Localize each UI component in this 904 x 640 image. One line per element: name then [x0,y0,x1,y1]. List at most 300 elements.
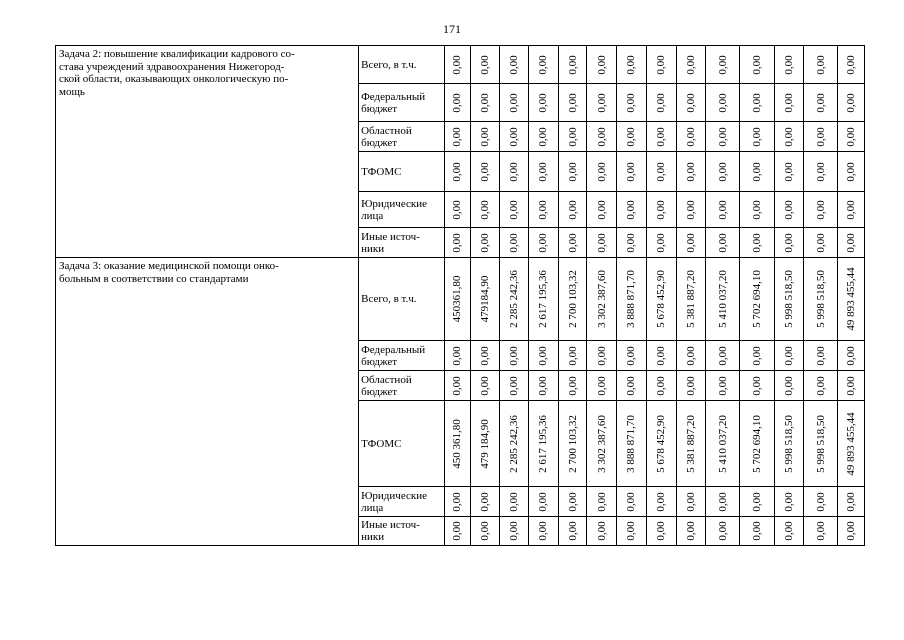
value-cell [529,258,559,341]
value-text: 0,00 [451,126,464,147]
value-cell [587,401,617,487]
value-text: 0,00 [451,54,464,75]
value-text: 0,00 [625,345,638,366]
value-text: 0,00 [537,161,550,182]
value-text: 5 998 518,50 [783,270,796,328]
value-text: 0,00 [566,232,579,253]
value-text: 0,00 [625,92,638,113]
value-text: 0,00 [845,161,858,182]
value-cell [445,258,471,341]
value-text: 0,00 [508,161,521,182]
value-cell [558,517,587,546]
value-cell [646,228,676,258]
value-text: 0,00 [625,491,638,512]
value-cell [774,228,804,258]
value-cell [617,192,647,228]
value-text: 0,00 [566,521,579,541]
value-text: 0,00 [451,232,464,253]
value-text: 0,00 [716,521,729,541]
value-text: 0,00 [684,521,697,541]
value-cell [774,46,804,84]
value-text: 0,00 [595,54,608,75]
value-cell [739,258,774,341]
value-text: 0,00 [684,199,697,220]
value-cell [706,46,740,84]
value-cell [558,122,587,152]
value-text: 0,00 [537,345,550,366]
value-text: 0,00 [655,161,668,182]
value-text: 0,00 [595,199,608,220]
value-cell [676,341,706,371]
value-cell [617,228,647,258]
value-cell [617,401,647,487]
value-cell [774,487,804,517]
value-cell [500,122,529,152]
value-cell [739,84,774,122]
value-text: 0,00 [845,232,858,253]
value-cell [774,517,804,546]
value-text: 0,00 [566,92,579,113]
value-cell [838,371,865,401]
value-cell [587,228,617,258]
value-text: 5 678 452,90 [655,270,668,328]
value-cell [558,84,587,122]
value-cell [587,46,617,84]
value-cell [676,152,706,192]
value-text: 0,00 [783,521,796,541]
value-cell [646,341,676,371]
value-cell [500,192,529,228]
value-cell [529,371,559,401]
value-cell [529,46,559,84]
value-text: 0,00 [716,375,729,396]
value-cell [676,192,706,228]
value-text: 2 617 195,36 [537,414,550,473]
value-text: 0,00 [479,232,492,253]
value-text: 0,00 [451,345,464,366]
value-text: 0,00 [783,126,796,147]
value-text: 0,00 [451,491,464,512]
value-text: 5 998 518,50 [783,414,796,473]
value-text: 0,00 [508,345,521,366]
value-text: 0,00 [566,345,579,366]
value-text: 0,00 [537,92,550,113]
value-text: 0,00 [537,126,550,147]
value-cell [445,122,471,152]
value-text: 5 998 518,50 [814,270,827,328]
value-text: 0,00 [783,54,796,75]
value-cell [706,152,740,192]
value-cell [804,258,838,341]
value-cell [587,122,617,152]
value-text: 0,00 [716,491,729,512]
value-text: 5 410 037,20 [716,414,729,473]
value-text: 2 700 103,32 [566,270,579,328]
value-text: 0,00 [814,54,827,75]
value-text: 0,00 [783,375,796,396]
value-text: 5 381 887,20 [684,414,697,473]
value-text: 3 888 871,70 [625,414,638,473]
value-cell [676,84,706,122]
value-text: 2 700 103,32 [566,414,579,473]
value-cell [445,341,471,371]
value-text: 0,00 [845,521,858,541]
table-row [56,258,865,341]
value-cell [617,517,647,546]
funding-source: ТФОМС [359,152,445,192]
value-cell [838,341,865,371]
task-title: Задача 2: повышение квалификации кадрового со- става учреждений здравоохранения Нижегород- ской области, оказывающих онкологическую по- мощь [56,46,359,258]
value-cell [558,487,587,517]
value-cell [617,258,647,341]
value-text: 0,00 [684,126,697,147]
value-cell [774,401,804,487]
value-cell [804,401,838,487]
value-cell [529,152,559,192]
value-cell [804,192,838,228]
value-cell [739,152,774,192]
value-text: 0,00 [655,232,668,253]
value-cell [676,122,706,152]
value-cell [774,258,804,341]
value-cell [838,401,865,487]
value-text: 0,00 [566,161,579,182]
value-text: 0,00 [845,54,858,75]
value-cell [838,228,865,258]
value-cell [558,152,587,192]
value-cell [804,487,838,517]
value-text: 0,00 [783,92,796,113]
value-text: 0,00 [479,54,492,75]
value-cell [706,517,740,546]
value-cell [774,371,804,401]
value-cell [646,517,676,546]
value-cell [558,371,587,401]
value-cell [804,46,838,84]
funding-source: Иные источ- ники [359,517,445,546]
value-cell [470,258,500,341]
value-text: 0,00 [814,199,827,220]
value-cell [646,487,676,517]
value-text: 0,00 [684,54,697,75]
value-cell [706,192,740,228]
value-text: 0,00 [750,232,763,253]
value-text: 0,00 [595,491,608,512]
value-text: 0,00 [537,521,550,541]
funding-source: Областной бюджет [359,371,445,401]
value-text: 2 285 242,36 [508,414,521,473]
value-text: 0,00 [625,161,638,182]
value-text: 0,00 [750,345,763,366]
value-cell [804,152,838,192]
value-text: 0,00 [479,521,492,541]
value-text: 2 285 242,36 [508,270,521,328]
value-cell [617,371,647,401]
value-cell [706,258,740,341]
value-cell [445,228,471,258]
value-cell [804,84,838,122]
value-cell [500,371,529,401]
value-cell [445,487,471,517]
funding-source: Всего, в т.ч. [359,46,445,84]
value-text: 0,00 [845,126,858,147]
value-cell [529,228,559,258]
value-text: 450 361,80 [451,418,464,469]
value-cell [529,487,559,517]
value-text: 0,00 [451,161,464,182]
value-text: 5 381 887,20 [684,270,697,328]
value-cell [676,487,706,517]
funding-source: Иные источ- ники [359,228,445,258]
value-cell [739,228,774,258]
value-cell [500,517,529,546]
value-text: 0,00 [595,126,608,147]
value-text: 0,00 [750,126,763,147]
value-text: 0,00 [451,521,464,541]
value-cell [587,192,617,228]
value-text: 0,00 [655,54,668,75]
value-cell [676,401,706,487]
value-text: 0,00 [845,375,858,396]
value-cell [646,84,676,122]
value-cell [470,487,500,517]
value-text: 0,00 [625,521,638,541]
value-cell [774,192,804,228]
value-text: 0,00 [716,232,729,253]
value-cell [838,152,865,192]
value-text: 0,00 [783,232,796,253]
value-text: 0,00 [814,521,827,541]
value-text: 0,00 [845,92,858,113]
value-cell [445,401,471,487]
value-text: 0,00 [783,161,796,182]
value-text: 0,00 [783,345,796,366]
value-cell [706,84,740,122]
value-text: 5 998 518,50 [814,414,827,473]
value-text: 0,00 [451,375,464,396]
value-text: 0,00 [783,199,796,220]
value-cell [774,152,804,192]
value-text: 3 302 387,60 [595,414,608,473]
value-text: 0,00 [684,345,697,366]
value-text: 0,00 [595,232,608,253]
value-cell [470,84,500,122]
value-text: 0,00 [451,92,464,113]
value-cell [739,401,774,487]
value-cell [838,192,865,228]
value-text: 0,00 [537,199,550,220]
value-text: 0,00 [479,345,492,366]
value-cell [558,341,587,371]
value-text: 0,00 [508,126,521,147]
value-cell [706,371,740,401]
value-cell [646,258,676,341]
value-text: 0,00 [566,199,579,220]
value-cell [646,46,676,84]
value-text: 0,00 [845,199,858,220]
value-cell [470,228,500,258]
value-cell [676,517,706,546]
value-cell [558,46,587,84]
value-cell [445,152,471,192]
value-text: 0,00 [750,54,763,75]
value-text: 0,00 [625,232,638,253]
value-text: 0,00 [625,375,638,396]
value-cell [500,152,529,192]
value-text: 479184,90 [479,275,492,323]
value-cell [500,228,529,258]
value-text: 0,00 [508,521,521,541]
value-cell [470,192,500,228]
value-cell [676,46,706,84]
value-text: 0,00 [716,345,729,366]
value-cell [500,487,529,517]
value-cell [617,122,647,152]
value-text: 0,00 [814,491,827,512]
value-cell [617,46,647,84]
value-text: 0,00 [750,199,763,220]
value-cell [617,84,647,122]
value-text: 0,00 [655,199,668,220]
value-text: 0,00 [750,92,763,113]
value-text: 0,00 [625,54,638,75]
value-text: 0,00 [508,54,521,75]
value-text: 0,00 [625,126,638,147]
value-text: 450361,80 [451,275,464,323]
value-text: 0,00 [479,92,492,113]
value-cell [529,341,559,371]
value-text: 0,00 [655,491,668,512]
value-text: 0,00 [537,54,550,75]
value-text: 0,00 [750,521,763,541]
value-cell [739,487,774,517]
value-text: 0,00 [684,161,697,182]
budget-table-body [56,46,865,546]
value-cell [706,487,740,517]
page-number: 171 [443,22,461,36]
value-text: 0,00 [479,126,492,147]
value-text: 0,00 [595,161,608,182]
value-text: 0,00 [451,199,464,220]
value-text: 5 410 037,20 [716,270,729,328]
value-cell [470,122,500,152]
value-text: 0,00 [684,92,697,113]
funding-source: Федеральный бюджет [359,341,445,371]
value-cell [804,517,838,546]
value-text: 3 888 871,70 [625,270,638,328]
value-text: 5 678 452,90 [655,414,668,473]
funding-source: Федеральный бюджет [359,84,445,122]
value-text: 0,00 [655,521,668,541]
value-text: 0,00 [814,92,827,113]
value-text: 0,00 [716,92,729,113]
value-text: 0,00 [716,126,729,147]
value-text: 0,00 [783,491,796,512]
value-cell [529,517,559,546]
value-text: 5 702 694,10 [750,414,763,473]
value-text: 0,00 [479,375,492,396]
value-cell [445,46,471,84]
value-text: 0,00 [479,491,492,512]
value-cell [739,371,774,401]
value-cell [774,84,804,122]
value-text: 5 702 694,10 [750,270,763,328]
value-text: 2 617 195,36 [537,270,550,328]
value-cell [804,228,838,258]
value-text: 0,00 [655,126,668,147]
funding-source: Областной бюджет [359,122,445,152]
value-text: 0,00 [684,232,697,253]
value-cell [838,84,865,122]
value-text: 0,00 [750,491,763,512]
value-cell [445,192,471,228]
value-cell [739,192,774,228]
value-text: 0,00 [537,232,550,253]
value-cell [470,46,500,84]
value-cell [706,401,740,487]
value-text: 0,00 [684,491,697,512]
value-cell [587,487,617,517]
value-cell [470,371,500,401]
value-cell [500,84,529,122]
value-cell [529,192,559,228]
value-cell [676,371,706,401]
value-cell [470,517,500,546]
value-text: 49 893 455,44 [845,267,858,331]
value-text: 0,00 [655,375,668,396]
value-cell [706,228,740,258]
task-title: Задача 3: оказание медицинской помощи онко- больным в соответствии со стандартами [56,258,359,546]
value-cell [529,84,559,122]
value-cell [838,46,865,84]
value-text: 0,00 [566,491,579,512]
value-text: 0,00 [566,54,579,75]
funding-source: Юридические лица [359,192,445,228]
value-cell [774,341,804,371]
value-cell [804,122,838,152]
value-cell [500,401,529,487]
value-cell [445,517,471,546]
value-text: 0,00 [655,345,668,366]
funding-source: Юридические лица [359,487,445,517]
value-cell [529,122,559,152]
value-cell [774,122,804,152]
value-text: 0,00 [595,521,608,541]
value-text: 0,00 [595,375,608,396]
value-text: 0,00 [655,92,668,113]
value-cell [500,258,529,341]
value-text: 0,00 [625,199,638,220]
funding-source: Всего, в т.ч. [359,258,445,341]
value-text: 0,00 [595,92,608,113]
value-cell [445,371,471,401]
value-text: 0,00 [537,491,550,512]
value-cell [804,341,838,371]
value-cell [587,341,617,371]
value-cell [470,341,500,371]
value-text: 0,00 [537,375,550,396]
value-text: 0,00 [716,54,729,75]
value-text: 0,00 [814,345,827,366]
table-row [56,46,865,84]
value-text: 0,00 [750,375,763,396]
value-text: 0,00 [750,161,763,182]
value-text: 0,00 [595,345,608,366]
value-text: 479 184,90 [479,418,492,469]
value-cell [646,401,676,487]
value-text: 0,00 [814,375,827,396]
value-cell [587,371,617,401]
